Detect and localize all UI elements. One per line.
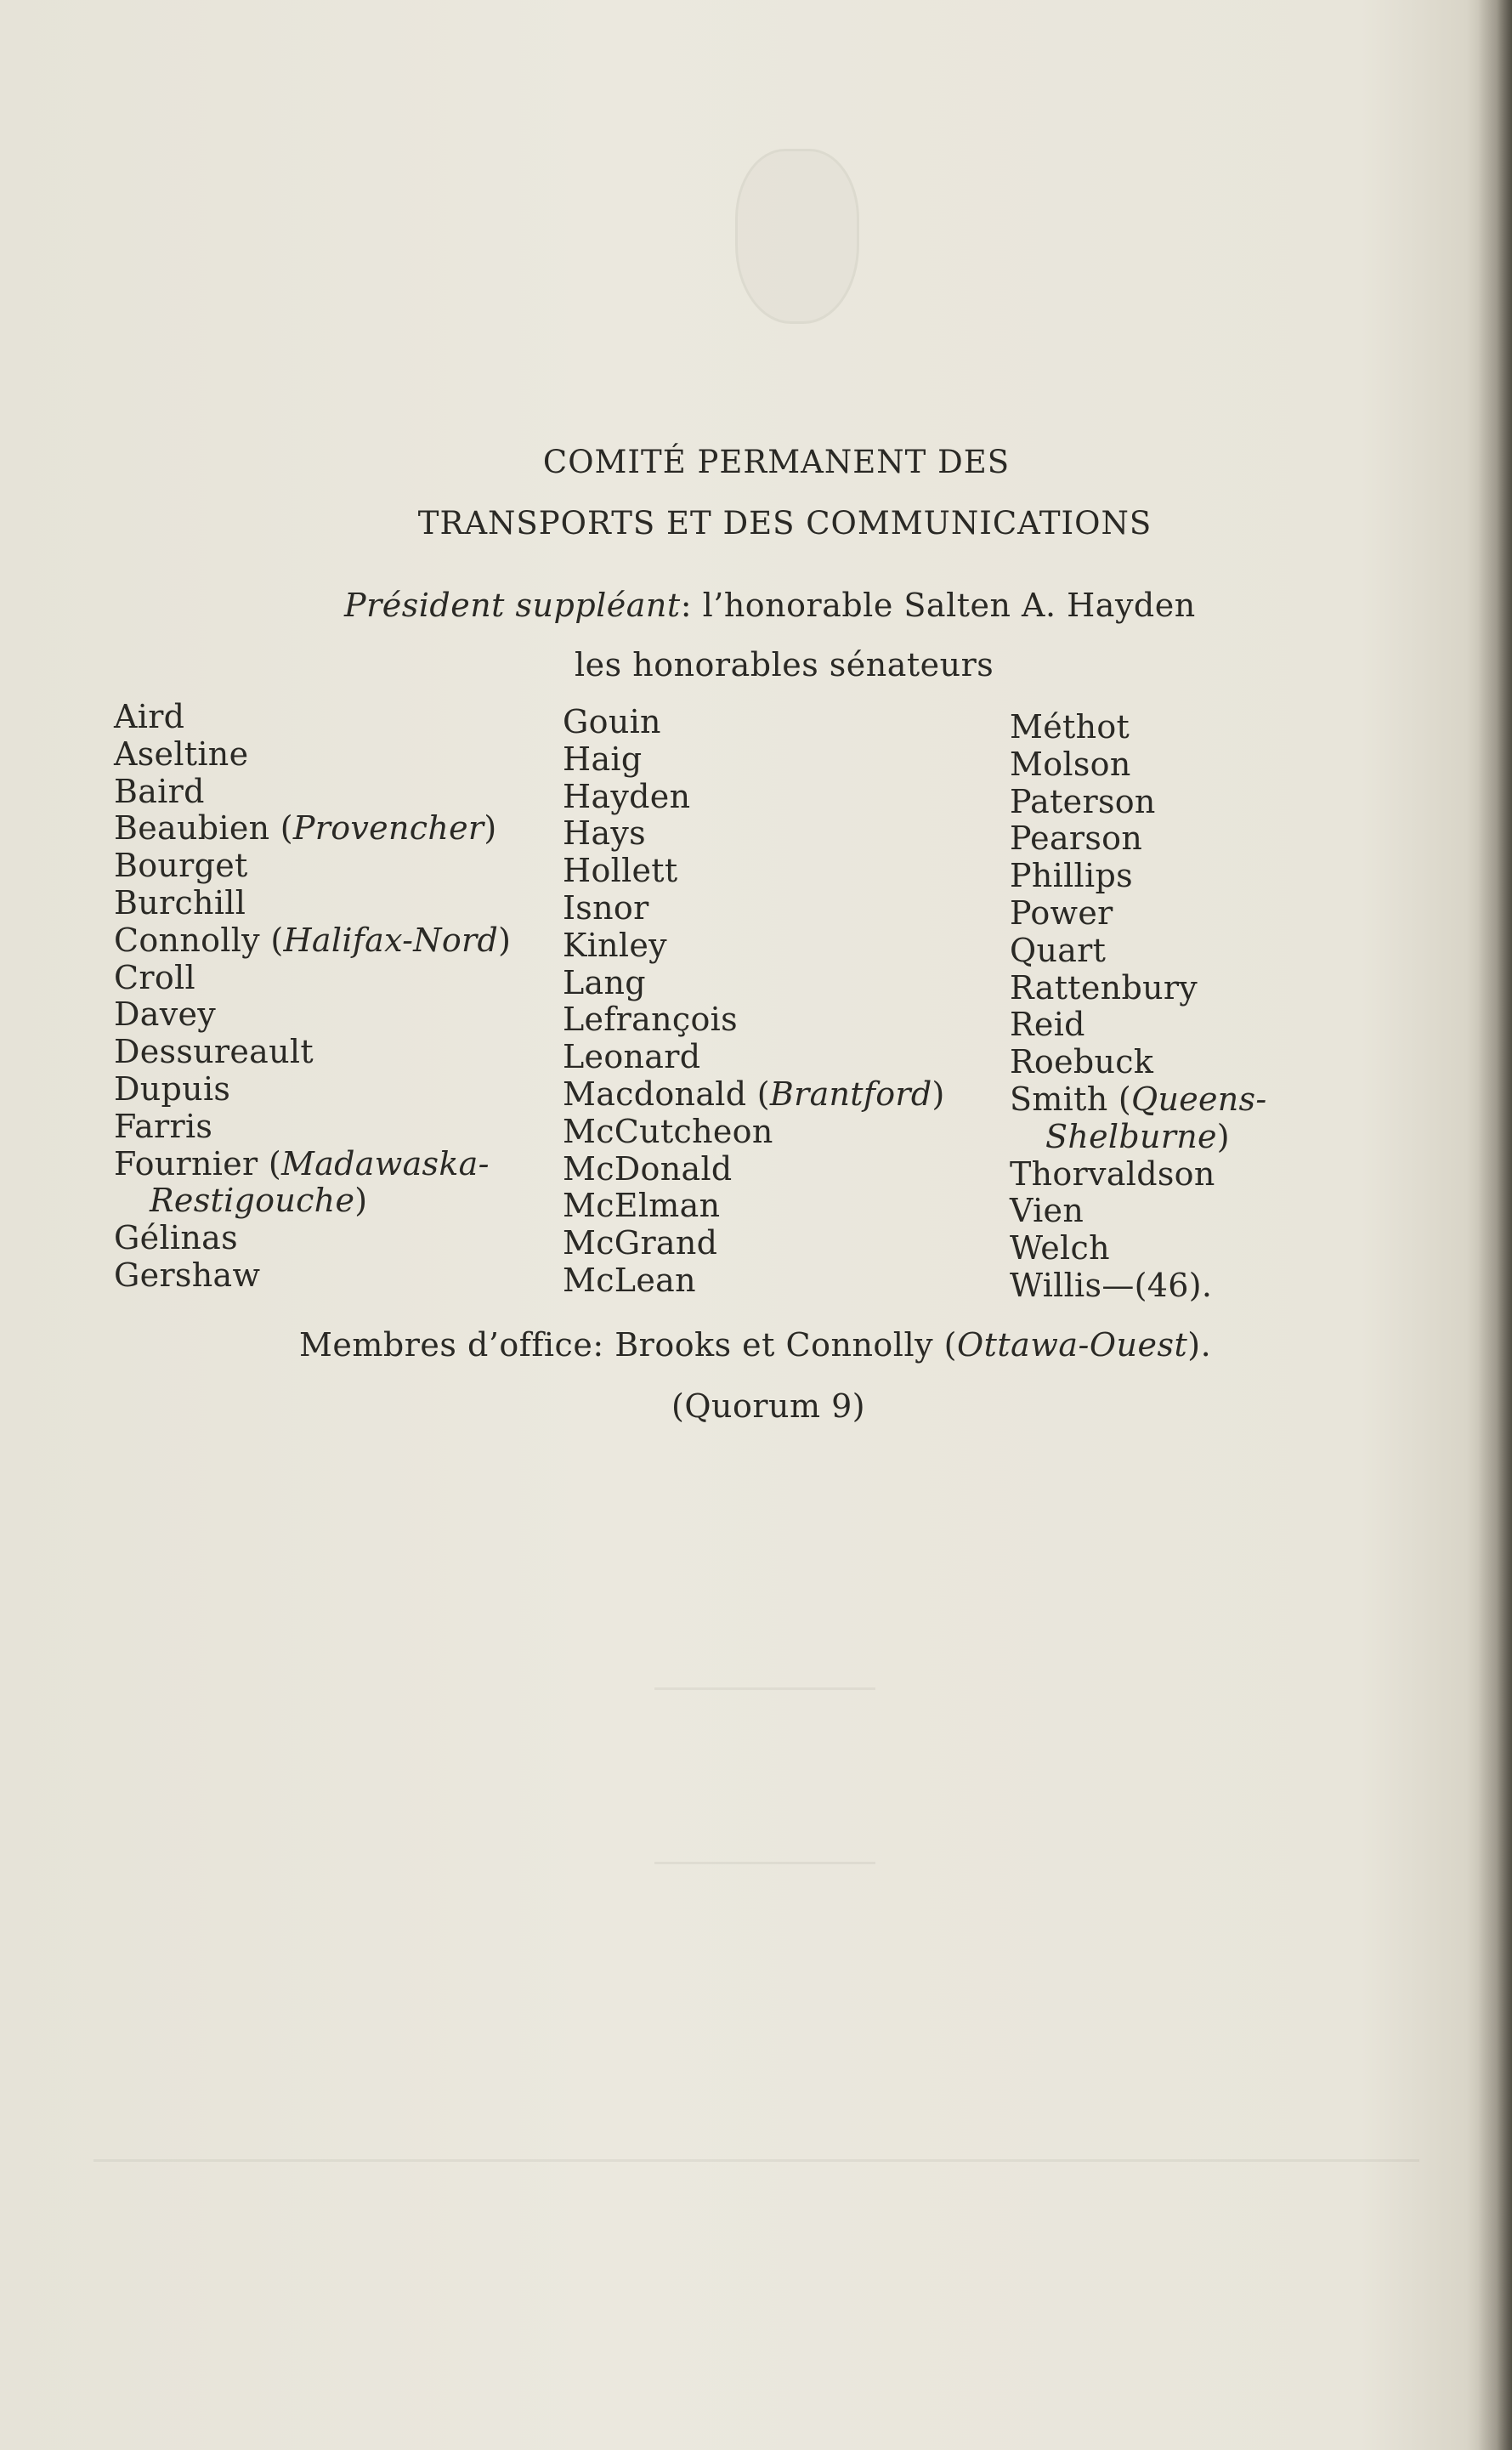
page-spine-shadow [1478, 0, 1512, 2450]
acting-chair-line [344, 587, 1196, 624]
senator-column-1 [114, 699, 511, 1295]
senator-name: Dessureault [114, 1033, 314, 1071]
senator-name: Baird [114, 772, 205, 810]
senator-name: Willis [1010, 1266, 1102, 1304]
quorum-note: (Quorum 9) [671, 1387, 866, 1425]
senator-name: Thorvaldson [1010, 1154, 1215, 1193]
senator-name: Hays [563, 814, 646, 853]
committee-title-line2: TRANSPORTS ET DES COMMUNICATIONS [417, 505, 1152, 542]
senator-column-2 [563, 704, 945, 1300]
senator-name: Smith [1010, 1080, 1108, 1118]
senator-name: Haig [563, 740, 643, 778]
senator-name: Fournier [114, 1144, 258, 1182]
senator-riding-continuation: Restigouche) [150, 1182, 368, 1220]
bleedthrough-rule [93, 2159, 1419, 2162]
senator-name: McLean [563, 1261, 696, 1299]
senator-name: Power [1010, 893, 1113, 932]
senator-riding-start: Queens- [1130, 1080, 1267, 1118]
senator-riding-continuation: Shelburne) [1045, 1117, 1230, 1155]
senator-name: Roebuck [1010, 1043, 1154, 1081]
senator-name: Welch [1010, 1229, 1110, 1268]
crest-bleedthrough [735, 149, 859, 324]
bleedthrough-text [340, 349, 351, 388]
senator-name: Croll [114, 958, 195, 996]
senator-name: Paterson [1010, 782, 1156, 820]
senator-name: Macdonald [563, 1075, 747, 1113]
senator-name: Gélinas [114, 1219, 238, 1257]
senator-name: Vien [1010, 1192, 1084, 1230]
acting-chair-colon: : [680, 587, 692, 624]
senator-entry: Fournier (Madawaska- [114, 1144, 490, 1182]
senator-name: McCutcheon [563, 1112, 773, 1150]
senator-riding: Brantford [769, 1075, 932, 1113]
senator-name: Quart [1010, 931, 1107, 969]
acting-chair-name: l’honorable Salten A. Hayden [702, 587, 1196, 624]
senator-entry: Macdonald (Brantford) [563, 1075, 945, 1113]
senator-name: Lang [563, 963, 646, 1001]
senator-name: Lefrançois [563, 1001, 738, 1039]
senator-name: Hayden [563, 777, 691, 815]
senator-riding: Provencher [292, 809, 484, 848]
bleedthrough-rule [654, 1687, 875, 1690]
senators-heading: les honorables sénateurs [575, 646, 994, 683]
senator-name: Isnor [563, 888, 649, 927]
senator-riding: Halifax-Nord [283, 921, 499, 959]
senator-name: Molson [1010, 745, 1131, 783]
senator-name: Reid [1010, 1006, 1085, 1044]
ex-officio-members: Membres d’office: Brooks et Connolly (Ottawa-Ouest). [299, 1326, 1212, 1364]
senator-name: McGrand [563, 1224, 718, 1262]
senator-name: Aseltine [114, 734, 249, 773]
senator-name: Gouin [563, 703, 661, 740]
ex-officio-riding: Ottawa-Ouest [956, 1326, 1188, 1364]
senator-name: Connolly [114, 921, 260, 959]
senator-name: Dupuis [114, 1069, 231, 1108]
ex-officio-end: . [1200, 1326, 1212, 1364]
senator-entry: Beaubien (Provencher) [114, 809, 497, 848]
acting-chair-label: Président suppléant [344, 587, 681, 624]
member-count: —(46). [1101, 1266, 1213, 1304]
senator-name: Leonard [563, 1038, 701, 1076]
senator-riding-start: Madawaska- [281, 1144, 490, 1182]
senator-name: Rattenbury [1010, 968, 1198, 1007]
senator-riding-end: Restigouche [150, 1182, 355, 1220]
senator-entry [1010, 1268, 1267, 1305]
senator-name: Méthot [1010, 708, 1130, 746]
senator-name: McElman [563, 1187, 721, 1225]
senator-name: Aird [114, 698, 185, 735]
senator-name: Pearson [1010, 820, 1143, 858]
senator-entry: Connolly (Halifax-Nord) [114, 921, 512, 959]
senator-name: Bourget [114, 847, 248, 885]
senator-name: Burchill [114, 883, 246, 922]
senator-name: Farris [114, 1107, 213, 1145]
senator-name: Kinley [563, 926, 667, 964]
ex-officio-names: Brooks et Connolly [614, 1326, 934, 1364]
senator-name: Gershaw [114, 1256, 261, 1294]
bleedthrough-rule [654, 1862, 875, 1864]
senator-riding-end: Shelburne [1045, 1117, 1217, 1155]
senator-name: McDonald [563, 1149, 733, 1188]
senator-entry: Smith (Queens- [1010, 1080, 1267, 1118]
senator-name: Phillips [1010, 857, 1133, 895]
senator-column-3 [1010, 709, 1267, 1305]
ex-officio-label: Membres d’office: [299, 1326, 604, 1364]
senator-name: Hollett [563, 852, 678, 890]
senator-name: Beaubien [114, 809, 270, 848]
senator-name: Davey [114, 995, 217, 1034]
committee-title-line1: COMITÉ PERMANENT DES [542, 444, 1011, 480]
